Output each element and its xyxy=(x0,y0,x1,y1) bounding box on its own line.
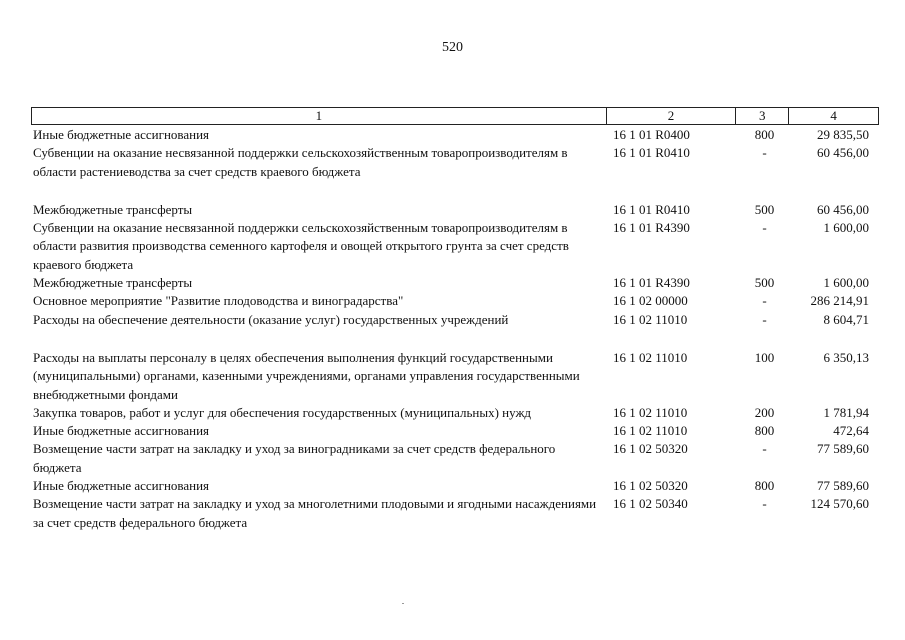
table-row xyxy=(33,126,879,144)
row-expense-type: 100 xyxy=(754,349,775,365)
row-name: Иные бюджетные ассигнования xyxy=(33,423,210,439)
header-col-1: 1 xyxy=(32,108,607,124)
row-expense-type: - xyxy=(762,220,767,236)
row-name: Иные бюджетные ассигнования xyxy=(33,478,210,494)
table-row xyxy=(33,422,879,440)
row-name: Основное мероприятие "Развитие плодоводства и виноградарства" xyxy=(33,293,404,309)
table-row xyxy=(33,201,879,219)
table-body xyxy=(33,126,879,532)
table-row xyxy=(33,349,879,404)
row-expense-type: 500 xyxy=(754,201,775,217)
table-header xyxy=(31,107,879,125)
row-name: Расходы на выплаты персоналу в целях обеспечения выполнения функций государственными (муниципальными) органами, казенными учреждениями, органами управления государственными внебюджетными фондами xyxy=(33,349,580,402)
row-name: Субвенции на оказание несвязанной поддержки сельскохозяйственным товаропроизводителям в области развития производства семенного картофеля и овощей открытого грунта за счет средств краевого бюджета xyxy=(33,220,569,272)
row-code: 16 1 01 R0400 xyxy=(613,127,690,142)
row-expense-type: 800 xyxy=(754,423,775,439)
row-code: 16 1 02 50320 xyxy=(613,441,688,457)
row-name: Межбюджетные трансферты xyxy=(33,275,193,291)
row-amount: 1 600,00 xyxy=(823,275,869,291)
header-col-2: 2 xyxy=(607,108,737,124)
row-expense-type: - xyxy=(762,145,767,161)
table-row xyxy=(33,219,879,274)
table-row xyxy=(33,477,879,495)
row-amount: 1 600,00 xyxy=(823,220,869,236)
table-row xyxy=(33,440,879,477)
row-code: 16 1 02 50320 xyxy=(613,478,688,494)
row-expense-type: - xyxy=(762,293,767,309)
row-code: 16 1 02 50340 xyxy=(613,496,688,512)
row-code: 16 1 01 R4390 xyxy=(613,275,690,291)
row-amount: 472,64 xyxy=(833,423,869,439)
table-row xyxy=(33,144,879,181)
row-code: 16 1 02 00000 xyxy=(613,293,688,309)
row-name: Межбюджетные трансферты xyxy=(33,201,193,217)
row-amount: 60 456,00 xyxy=(817,201,869,217)
page-number: 520 xyxy=(442,40,463,55)
row-expense-type: - xyxy=(762,441,767,457)
row-amount: 124 570,60 xyxy=(810,496,869,512)
row-amount: 8 604,71 xyxy=(823,311,869,327)
row-amount: 1 781,94 xyxy=(823,404,869,420)
row-expense-type: 200 xyxy=(754,404,775,420)
row-amount: 286 214,91 xyxy=(810,293,869,309)
row-name: Закупка товаров, работ и услуг для обеспечения государственных (муниципальных) нужд xyxy=(33,404,532,420)
table-row xyxy=(33,311,879,329)
row-code: 16 1 01 R0410 xyxy=(613,145,690,161)
row-expense-type: - xyxy=(762,496,767,512)
row-amount: 60 456,00 xyxy=(817,145,869,161)
row-name: Расходы на обеспечение деятельности (оказание услуг) государственных учреждений xyxy=(33,311,509,327)
table-row xyxy=(33,292,879,310)
row-expense-type: 800 xyxy=(754,127,775,142)
row-name: Возмещение части затрат на закладку и уход за многолетними плодовыми и ягодными насаждениями за счет средств федерального бюджета xyxy=(33,496,597,530)
row-code: 16 1 02 11010 xyxy=(613,423,688,439)
row-name: Субвенции на оказание несвязанной поддержки сельскохозяйственным товаропроизводителям в области растениеводства за счет средств краевого бюджета xyxy=(33,145,568,179)
row-amount: 77 589,60 xyxy=(817,441,869,457)
row-name: Иные бюджетные ассигнования xyxy=(33,127,210,142)
row-amount: 77 589,60 xyxy=(817,478,869,494)
scan-speck xyxy=(402,603,404,604)
table-row xyxy=(33,495,879,532)
row-expense-type: 500 xyxy=(754,275,775,291)
row-code: 16 1 01 R0410 xyxy=(613,201,690,217)
row-code: 16 1 02 11010 xyxy=(613,311,688,327)
row-code: 16 1 02 11010 xyxy=(613,349,688,365)
row-code: 16 1 02 11010 xyxy=(613,404,688,420)
row-code: 16 1 01 R4390 xyxy=(613,220,690,236)
row-amount: 6 350,13 xyxy=(823,349,869,365)
header-col-3: 3 xyxy=(736,108,789,124)
row-expense-type: - xyxy=(762,311,767,327)
row-amount: 29 835,50 xyxy=(817,127,869,142)
table-row xyxy=(33,274,879,292)
row-expense-type: 800 xyxy=(754,478,775,494)
header-col-4: 4 xyxy=(830,108,837,123)
table-row xyxy=(33,404,879,422)
row-name: Возмещение части затрат на закладку и уход за виноградниками за счет средств федерального бюджета xyxy=(33,441,556,475)
